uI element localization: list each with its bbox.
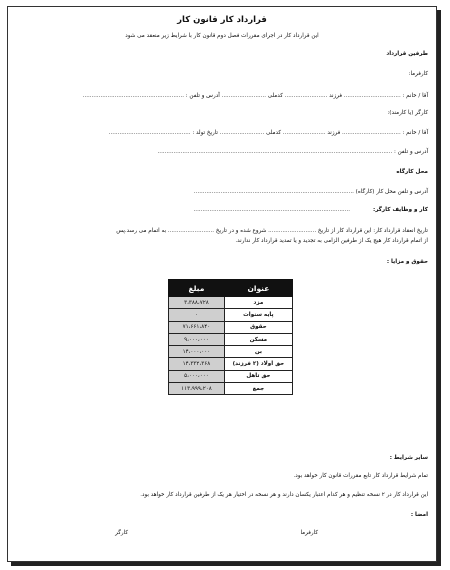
row-amount: ۹،۰۰۰،۰۰۰ (169, 333, 225, 345)
row-label: بن (224, 346, 292, 358)
table-row (169, 321, 293, 333)
row-label: مزد (224, 297, 292, 309)
table-row (169, 383, 293, 395)
row-amount: ۰ (169, 309, 225, 321)
row-label: حق اولاد (۲ فرزند) (224, 358, 292, 370)
other-terms-line-2: این قرارداد کار در ۲ نسخه تنظیم و هر کدام اعتبار یکسان دارند و هر نسخه در اختیار هر یک از طرفین قرارداد کار خواهد بود. (140, 492, 428, 498)
row-label: جمع (224, 383, 292, 395)
other-terms-line-1: تمام شرایط قرارداد کار تابع مقررات قانون کار خواهد بود. (293, 473, 428, 479)
contract-renewal-line: از اتمام قرارداد کار هیچ یک از طرفین الزامی به تجدید و یا تمدید قرارداد کار ندارند. (235, 238, 428, 244)
row-label: پایه سنوات (224, 309, 292, 321)
row-amount: ۷۱،۶۶۱،۸۴۰ (169, 321, 225, 333)
other-terms-heading: سایر شرایط : (389, 455, 428, 461)
employer-signature-label: کارفرما (300, 530, 318, 536)
row-label: مسکن (224, 333, 292, 345)
duties-line: ........................................................................................ (193, 207, 350, 213)
worker-details-line: آقا / خانم : ................................. فرزند ........................ کدملی ......................... تاریخ تولد : .............................................. (108, 130, 428, 136)
page-title: قرارداد کار قانون کار (177, 15, 267, 25)
row-amount: ۵،۰۰۰،۰۰۰ (169, 370, 225, 382)
table-row (169, 309, 293, 321)
row-amount: ۱۴،۰۰۰،۰۰۰ (169, 346, 225, 358)
table-row (169, 333, 293, 345)
worker-address-line: آدرس و تلفن : .................................................................................................................................... (157, 149, 428, 155)
employer-label: کارفرما: (408, 71, 428, 77)
row-amount: ۱۴،۳۳۲،۳۶۸ (169, 358, 225, 370)
row-label: حق تاهل (224, 370, 292, 382)
contract-page (7, 6, 437, 562)
table-row (169, 346, 293, 358)
table-header-row (169, 280, 293, 297)
signatures-heading: امضا : (410, 512, 428, 518)
column-header-title: عنوان (224, 280, 292, 297)
row-amount: ۳،۳۸۸،۷۲۸ (169, 297, 225, 309)
intro-text: این قرارداد کار در اجرای مقررات فصل دوم قانون کار با شرایط زیر منعقد می شود (125, 33, 319, 39)
table-row (169, 358, 293, 370)
contract-dates-line: تاریخ انعقاد قرارداد کار: این قرارداد کار از تاریخ ........................... شروع شده و در تاریخ .......................... به اتمام می رسد.پس (116, 228, 428, 234)
employer-details-line: آقا / خانم : ................................ فرزند ........................ کدملی ......................... آدرس و تلفن : ......................................................... (82, 93, 428, 99)
worker-label: کارگر (یا کارمند): (387, 110, 428, 116)
worker-signature-label: کارگر (115, 530, 128, 536)
duties-label: کار و وظایف کارگر: (372, 207, 428, 213)
workplace-address-line: آدرس و تلفن محل کار (کارگاه) .......................................................................................... (193, 189, 428, 195)
column-header-amount: مبلغ (169, 280, 225, 297)
workplace-heading: محل کارگاه (396, 169, 428, 175)
wages-table (168, 279, 293, 395)
row-amount: ۱۱۳،۹۹۹،۲۰۸ (169, 383, 225, 395)
row-label: حقوق (224, 321, 292, 333)
table-row (169, 297, 293, 309)
parties-heading: طرفین قرارداد (386, 51, 428, 57)
table-row (169, 370, 293, 382)
wages-heading: حقوق و مزایا : (386, 259, 428, 265)
